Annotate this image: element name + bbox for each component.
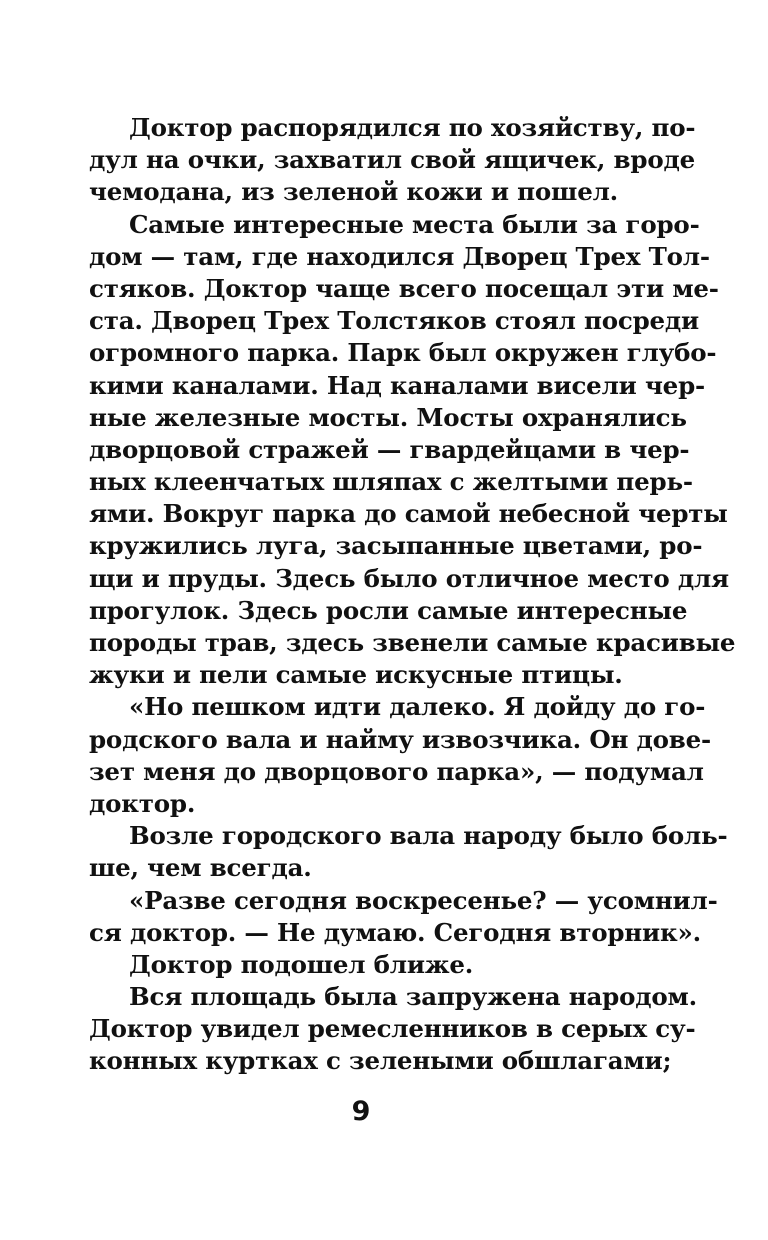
paragraph-6 xyxy=(89,949,639,981)
text-line: ные железные мосты. Мосты охранялись xyxy=(89,402,687,432)
text-line: «Разве сегодня воскресенье? — усомнил- xyxy=(129,885,718,915)
text-line: Доктор подошел ближе. xyxy=(129,949,474,979)
text-line: Доктор распорядился по хозяйству, по- xyxy=(129,113,696,142)
text-line: ше, чем всегда. xyxy=(89,853,312,883)
text-line: чемодана, из зеленой кожи и пошел. xyxy=(89,177,618,207)
paragraph-1 xyxy=(89,112,696,209)
text-line: Возле городского вала народу было боль- xyxy=(129,821,728,851)
text-line: Доктор увидел ремесленников в серых су- xyxy=(89,1014,696,1044)
text-line: конных куртках с зелеными обшлагами; xyxy=(89,1046,672,1076)
text-line: огромного парка. Парк был окружен глубо- xyxy=(89,338,717,368)
text-line: ся доктор. — Не думаю. Сегодня вторник». xyxy=(89,917,701,947)
paragraph-5 xyxy=(89,885,718,949)
text-line: Самые интересные места были за горо- xyxy=(129,209,700,239)
text-line: породы трав, здесь звенели самые красивые xyxy=(89,628,736,657)
text-line: Вся площадь была запружена народом. xyxy=(129,982,697,1012)
text-line: доктор. xyxy=(89,788,196,818)
text-line: жуки и пели самые искусные птицы. xyxy=(89,660,623,690)
text-line: дворцовой стражей — гвардейцами в чер- xyxy=(89,434,690,464)
page-text xyxy=(89,112,736,1078)
paragraph-2 xyxy=(89,209,736,692)
text-line: прогулок. Здесь росли самые интересные xyxy=(89,595,688,625)
text-line: кими каналами. Над каналами висели чер- xyxy=(89,370,705,400)
paragraph-7 xyxy=(89,981,697,1078)
text-line: кружились луга, засыпанные цветами, ро- xyxy=(89,531,703,561)
text-line: ста. Дворец Трех Толстяков стоял посреди xyxy=(89,306,700,336)
text-line: «Но пешком идти далеко. Я дойду до го- xyxy=(129,692,706,722)
text-line: зет меня до дворцового парка», — подумал xyxy=(89,756,704,786)
text-line: дом — там, где находился Дворец Трех Тол- xyxy=(89,241,710,271)
text-line: стяков. Доктор чаще всего посещал эти ме- xyxy=(89,273,719,303)
text-line: дул на очки, захватил свой ящичек, вроде xyxy=(89,145,695,175)
text-line: ных клеенчатых шляпах с желтыми перь- xyxy=(89,467,693,497)
paragraph-3 xyxy=(89,691,711,820)
paragraph-4 xyxy=(89,820,728,884)
text-line: щи и пруды. Здесь было отличное место для xyxy=(89,563,729,593)
text-line: родского вала и найму извозчика. Он дове- xyxy=(89,724,711,754)
text-line: ями. Вокруг парка до самой небесной черты xyxy=(89,499,728,529)
page-number: 9 xyxy=(351,1096,371,1127)
